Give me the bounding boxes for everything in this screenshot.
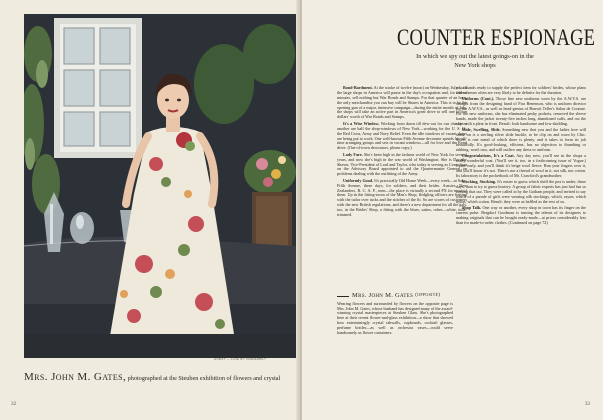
left-page	[0, 0, 300, 420]
paragraph: Uniforms (Cont.). Those fine new uniforms worn by the A.W.V.S. are straight from the designing hand of Fira Benenson, who is uniform director for the A.W.V.S., as well as head-genius of Bonwit Teller's Salon de Couture. For the new uniforms, she has eliminated pesky pockets, removed the sleeve bands, made the jacket twenty-five inches long, abandoned cuffs, and cut the skirt with a pleat in front. Result: look handsome and low-skidding.	[456, 96, 587, 126]
credit-heading-name: Mrs. John M. Gates	[352, 292, 414, 299]
credit-heading	[337, 292, 453, 300]
heading-rule	[337, 296, 349, 297]
article-column-1	[337, 86, 467, 220]
photo-illustration	[24, 14, 296, 358]
photo-caption	[24, 371, 296, 384]
fashion-photograph	[24, 14, 296, 358]
paragraph: Uniformly Good. It's practically Old Home Week—every week—at Saks-Fifth Avenue, these days, for soldiers, and their brides. Aussies, New Zealanders, R. C. A. F., men—the place is virtually a second PX for most of them. Up in the fitting-room of the Men's Shop, fledgling officers are fretting with the tailor over tucks and the stitches of the fit. So are scores of customers with the new British regulations; and there's a new department for all the gals, too, in the Brides' Shop, a fitting with the blues, satins, robes—white, tulle-trimmed.	[337, 177, 467, 218]
paragraph: Lady Fare. She's been high in the fashion world of New York for several years, and now she's high in the war world of Washington. She is Dorothy Shaver, Vice-President of Lord and Taylor, who today is serving as Consultant on the Advisory Board appointed to aid the Quartermaster General on problems dealing with the outfitting of the Army.	[337, 151, 467, 177]
caption-name: Mrs. John M. Gates,	[24, 371, 127, 383]
right-page	[302, 0, 603, 420]
caption-text: photographed at the Steuben exhibition of flowers and crystal	[127, 375, 281, 382]
credit-heading-paren: (opposite)	[415, 292, 441, 298]
paragraph: Congratulations, It's a Coat. Any day now, you'll see in the shops a really wonderful coat. (You'll see it, too, in a forthcoming issue of Vogue.) Come early, and you'll think it's beige wool fleece. Run your fingers over it, and you'll know it's not. There's not a thread of wool in it, not silk, not cotton. Its laboratory is the pocketbook of Mr. Crawford's grandmother.	[456, 153, 586, 178]
article-headline: COUNTER ESPIONAGE	[397, 26, 596, 51]
page-number-right: 33	[584, 401, 590, 407]
paragraph: Stocking, Stocking. It's easier to guess which shelf the pea is under, these days, than to try to guess hosiery. A group of fabric experts has just had fun so finding that out. They were called in by the Gotham people, and invited to say which of a parade of girls were wearing silk stockings, which, rayon, which nylon, which cotton. Result: they were as baffled as the rest of us.	[456, 179, 586, 204]
photo-credit: HORST — LUXE BY VANDERBILT	[214, 357, 267, 361]
paragraph: Bond-Bardment. At the stroke of twelve (noon) on Wednesday, July 1, all the large shops in America will pause in the day's occupation and, for fifteen minutes, sell nothing but War Bonds and Stamps. For that quarter of an hour, the only merchandise you can buy will be Shares in America. This is to be the opening gun of a major, intensive campaign—during the entire month of July, the shops will take an active part in America's great drive to sell one billion dollars' worth of War Bonds and Stamps.	[337, 85, 467, 120]
credit-text: Wearing flowers and surrounded by flowers on the opposite page is Mrs. John M. Gates, whose husband has designed many of the award-winning crystal masterpieces at Steuben Glass. She's photographed here at their recent flower-and-glass exhibition—a show that showed how entertainingly crystal tabwalls, cupboards, cocktail glasses, perfume bottles—as well as orchestra vases—could serve handsomely as flower containers.	[337, 300, 453, 335]
paragraph: It's a Wise Window. Working from dawn till dew-out for our charity or another are half the shop-windows of New York—working for the U. S. O., the Red Cross, Army and Navy Relief. Even the idle windows of vacant shops are being put to work. One well-known Fifth Avenue decorator spends his off-time arranging groups and sets in vacant windows—all for love and the Bond drive. (Out-of-town decorators, please copy.)	[337, 120, 467, 151]
paragraph: must stands ready to supply the perfect item for soldiers' brides, whose plans and schemes often are very likely to be definite for the duration.	[456, 85, 586, 95]
page-number-left: 32	[11, 401, 17, 407]
paragraph: Slide, Swelling, Slide. Something new that you and the ladies love will smile on is a sterling silver slide buckle, to be clip on and worn by Chic. Silver is one metal of which there is plenty, and it takes to form its job beautifully. It's good-looking, efficient, has no objection to thumbing or tabbing, won't rust, and will outlive any dress or uniform.	[456, 127, 586, 152]
opposite-credit-block	[337, 292, 453, 336]
article-subhead: In which we spy out the latest goings-on in the New York shops	[416, 53, 534, 69]
article-column-2	[456, 86, 586, 228]
paragraph: Shop Talk. One way or another, every shop in town has its finger on the current pulse. Bergdorf Goodman is turning the talents of its designers to making originals that can be bought ready-made—at prices considerably less than for made-to-order clothes. (Continued on page 72)	[456, 205, 586, 226]
